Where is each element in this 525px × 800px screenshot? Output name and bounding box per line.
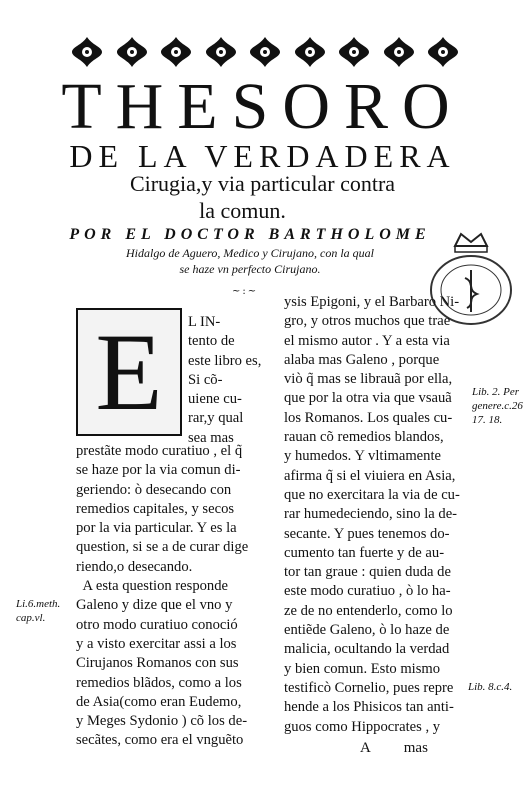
text-line: tor tan graue : quien duda de xyxy=(284,564,451,581)
fleuron-icon xyxy=(293,35,327,69)
text-line: entiẽde Galeno, ò lo haze de xyxy=(284,622,450,639)
text-line: y humedos. Y vltimamente xyxy=(284,448,441,465)
text-line: hende a los Phisicos tan anti- xyxy=(284,699,454,716)
text-line: los Romanos. Los quales cu- xyxy=(284,409,453,426)
text-line: riendo,o desecando. xyxy=(76,558,193,575)
text-line: geriendo: ò desecando con xyxy=(76,481,232,498)
title-line-3: Cirugia,y via particular contra xyxy=(129,171,396,196)
fleuron-icon xyxy=(115,35,149,69)
fleuron-icon xyxy=(204,35,238,69)
text-line: este libro es, xyxy=(188,352,262,369)
text-line: uiene cu- xyxy=(188,391,242,408)
title-line-4: la comun. xyxy=(199,198,286,223)
fleuron-icon xyxy=(159,35,193,69)
fleuron-icon xyxy=(382,35,416,69)
text-line: Cirujanos Romanos con sus xyxy=(76,655,239,672)
text-line: alaba mas Galeno , porque xyxy=(284,351,440,368)
text-line: el mismo autor . Y a esta via xyxy=(284,332,450,349)
text-line: sea mas xyxy=(188,429,234,446)
ornament-row xyxy=(70,34,460,70)
author-line: POR EL DOCTOR BARTHOLOME xyxy=(69,226,431,243)
text-line: se haze por la via comun di- xyxy=(76,462,241,479)
text-line: rauan cõ remedios blandos, xyxy=(284,429,444,446)
text-line: afirma q̃ si el viuiera en Asia, xyxy=(284,467,456,484)
text-line: remedios capitales, y secos xyxy=(76,500,235,517)
text-line: y Meges Sydonio ) cõ los de- xyxy=(76,713,248,730)
text-line: malicia, ocultando la verdad xyxy=(284,641,450,658)
margin-note: Lib. 8.c.4. xyxy=(468,681,513,693)
text-line: rar,y qual xyxy=(188,410,244,427)
title-subtitle: DE LA VERDADERA xyxy=(69,138,456,174)
text-line: y bien comun. Esto mismo xyxy=(284,660,441,677)
text-line: L IN- xyxy=(188,314,221,330)
text-line: cumento tan fuerte y de au- xyxy=(284,544,445,561)
text-line: testificò Cornelio, pues repre xyxy=(284,679,454,696)
text-line: prestãte modo curatiuo , el q̃ xyxy=(76,443,243,459)
text-line: este modo curatiuo , ò lo ha- xyxy=(284,583,451,600)
text-line: remedios blãdos, como a los xyxy=(76,674,242,691)
fleuron-icon xyxy=(337,35,371,69)
text-line: secante. Y pues tenemos do- xyxy=(284,525,450,542)
author-tagline: se haze vn perfecto Cirujano. xyxy=(179,262,321,276)
text-line: que no exercitara la via de cu- xyxy=(284,486,460,503)
text-line: por la via particular. Y es la xyxy=(76,520,237,537)
margin-note: Lib. 2. Per genere.c.26 17. 18. xyxy=(472,386,523,426)
text-line: otro modo curatiuo conoció xyxy=(76,616,238,633)
title-main: THESORO xyxy=(61,70,464,143)
text-line: de Asia(como eran Eudemo, xyxy=(76,693,242,710)
text-line: guos como Hippocrates , y xyxy=(284,718,441,735)
text-line: viò q̃ mas se librauã por ella, xyxy=(284,371,453,388)
left-column xyxy=(76,442,276,751)
section-divider: ~:~ xyxy=(232,286,259,297)
text-line: tento de xyxy=(188,333,235,350)
right-column xyxy=(284,293,464,737)
text-line: ysis Epigoni, y el Barbaro Ni- xyxy=(284,294,460,310)
text-line: question, si se a de curar dige xyxy=(76,539,249,556)
decorated-initial xyxy=(76,308,182,436)
fleuron-icon xyxy=(426,35,460,69)
text-line: secãtes, como era el vnguẽto xyxy=(76,732,244,749)
fleuron-icon xyxy=(248,35,282,69)
text-line: rar humedeciendo, sino la de- xyxy=(284,506,458,523)
text-line: A esta question responde xyxy=(76,578,228,595)
author-credentials: Hidalgo de Aguero, Medico y Cirujano, con la qual xyxy=(126,246,374,260)
text-line: ze de no entenderlo, como lo xyxy=(284,602,453,619)
catchword: A mas xyxy=(360,740,428,756)
text-line: y a visto exercitar assi a los xyxy=(76,635,237,652)
text-line: que por la otra via que vsauã xyxy=(284,390,452,407)
text-line: gro, y otros muchos que trae xyxy=(284,313,451,330)
text-line: Si cõ- xyxy=(188,371,223,388)
left-column-top xyxy=(188,313,278,448)
fleuron-icon xyxy=(70,35,104,69)
text-line: Galeno y dize que el vno y xyxy=(76,597,233,614)
initial-letter: E xyxy=(95,311,163,433)
margin-note: Li.6.meth. cap.vl. xyxy=(16,598,61,624)
